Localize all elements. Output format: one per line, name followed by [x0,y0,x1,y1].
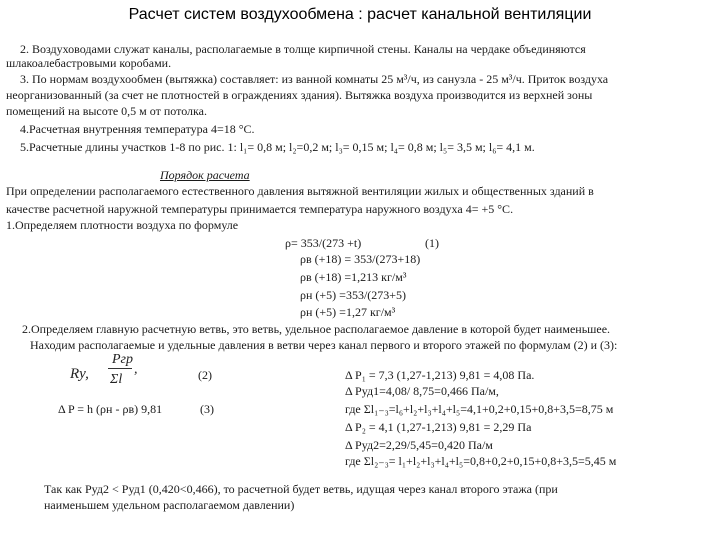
procedure-line-2: качестве расчетной наружной температуры принимается температура наружного воздуха 4= +5 °С. [6,202,514,216]
result-line-3: где Σl₁₋₃=l₆+l₂+l₃+l₄+l₅=4,1+0,2+0,15+0,8+3,5=8,75 м [345,402,614,416]
procedure-line-1: При определении располагаемого естественного давления вытяжной вентиляции жилых и общественных зданий в [6,184,594,198]
density-line-2: ρв (+18) =1,213 кг/м³ [300,270,407,284]
conclusion-line-1: Так как Pуд2 < Pуд1 (0,420<0,466), то расчетной будет ветвь, идущая через канал второго этажа (при [44,482,558,496]
density-line-3: ρн (+5) =353/(273+5) [300,288,407,302]
slide-title: Расчет систем воздухообмена : расчет канальной вентиляции [128,6,592,23]
intro-line-4: неорганизованный (за счет не плотностей в ограждениях здания). Вытяжка воздуха производится из верхней зоны [6,88,593,102]
intro-line-2: шлакоалебастровыми коробами. [6,56,172,70]
density-formula-number: (1) [425,236,439,250]
intro-line-3: 3. По нормам воздухообмен (вытяжка) составляет: из ванной комнаты 25 м³/ч, из санузла - 25 м³/ч. Приток воздуха [20,72,609,86]
formula3-number: (3) [200,402,214,416]
result-line-6: где Σl₂₋₃= l₁+l₂+l₃+l₄+l₅=0,8+0,2+0,15+0,8+3,5=5,45 м [345,454,617,468]
formula2-numerator: Pгр [112,352,134,367]
result-line-2: Δ Pуд1=4,08/ 8,75=0,466 Па/м, [345,384,499,398]
step2-line-1: 2.Определяем главную расчетную ветвь, это ветвь, удельное располагаемое давление в которой будет наименьшее. [22,322,611,336]
formula2-fraction-bar [108,368,132,369]
formula2-denominator: Σl [110,372,123,387]
procedure-title: Порядок расчета [160,168,250,182]
formula2-tail: , [134,362,138,377]
intro-line-7: 5.Расчетные длины участков 1-8 по рис. 1: l₁= 0,8 м; l₂=0,2 м; l₃= 0,15 м; l₄= 0,8 м; l₅= 3,5 м; l₆= 4,1 м. [20,140,535,154]
result-line-5: Δ Pуд2=2,29/5,45=0,420 Па/м [345,438,493,452]
formula2-number: (2) [198,368,212,382]
formula3-text: Δ P = h (ρн - ρв) 9,81 [58,402,163,416]
conclusion-line-2: наименьшем удельном располагаемом давлении) [44,498,295,512]
intro-line-5: помещений на высоте 0,5 м от потолка. [6,104,207,118]
intro-line-6: 4.Расчетная внутренняя температура 4=18 °С. [20,122,255,136]
procedure-line-3: 1.Определяем плотности воздуха по формуле [6,218,239,232]
density-line-4: ρн (+5) =1,27 кг/м³ [300,305,396,319]
density-line-1: ρв (+18) = 353/(273+18) [300,252,421,266]
result-line-1: Δ P₁ = 7,3 (1,27-1,213) 9,81 = 4,08 Па. [345,368,535,382]
formula2-lhs: Rу, [70,366,89,382]
step2-line-2: Находим располагаемые и удельные давления в ветви через канал первого и второго этажей по формулам (2) и (3): [30,338,618,352]
density-formula: ρ= 353/(273 +t) [285,236,362,250]
intro-line-1: 2. Воздуховодами служат каналы, располагаемые в толще кирпичной стены. Каналы на чердаке объединяются [20,42,586,56]
result-line-4: Δ P₂ = 4,1 (1,27-1,213) 9,81 = 2,29 Па [345,420,532,434]
